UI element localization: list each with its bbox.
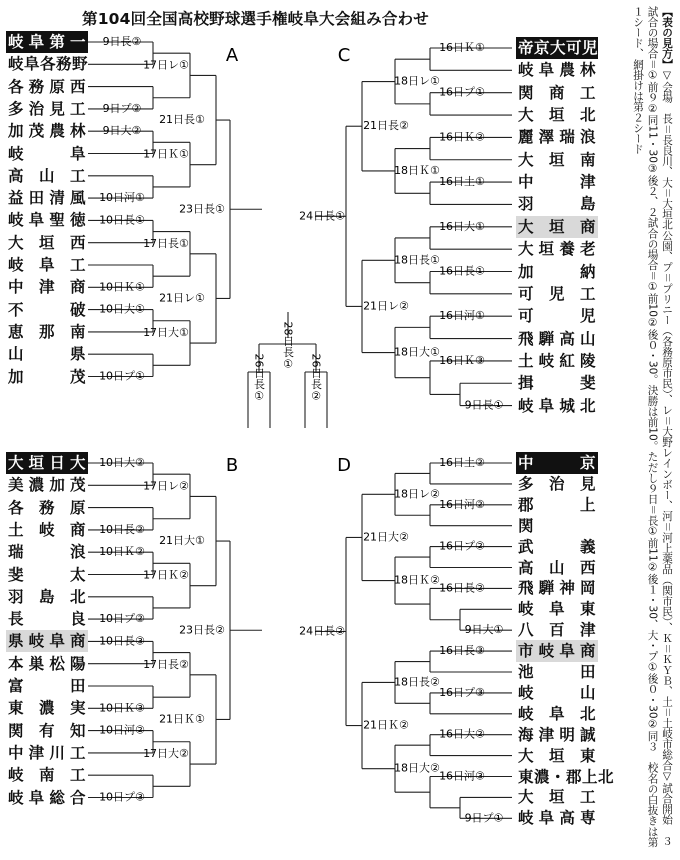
block-label-d: D xyxy=(337,455,351,476)
team-name: 多治見工 xyxy=(8,99,86,118)
team-name: 岐阜工 xyxy=(8,256,86,274)
game-r1: 16日土② xyxy=(439,456,485,469)
game-r3: 21日Ｋ② xyxy=(363,718,409,732)
team-name: 岐山 xyxy=(518,683,596,702)
game-r1: 10日長③ xyxy=(99,634,145,648)
game-r1: 16日Ｋ② xyxy=(439,130,485,144)
game-r2: 17日Ｋ② xyxy=(143,568,189,582)
legend-body: ▽会場 長＝長良川、大＝大垣北公園、プ＝プリニー（各務原市民）、レ＝大野レインボー、河＝河上薬品（関市民）、Ｋ＝ＫＹＢ、土＝土岐市総合▽試合開始 ３試合の場合＝①前９②同11・30③後２、２試合の場合＝①前10②後０・30。決勝は前10。ただし９日＝長①前11②後１・30、大・プ①後０・30②同３ 校名の白抜きは第１シード、網掛けは第２シード xyxy=(632,6,673,848)
team-name: 岐阜城北 xyxy=(518,396,596,415)
game-r2: 17日レ② xyxy=(143,479,189,493)
team-name: 岐阜 xyxy=(8,144,86,163)
team-name: 長良 xyxy=(8,610,86,629)
game-r1: 16日長② xyxy=(439,581,485,595)
game-r1: 16日Ｋ③ xyxy=(439,353,485,367)
team-name: 各務原西 xyxy=(8,77,86,96)
team-name: 羽島 xyxy=(518,195,596,214)
game-r1: 10日Ｋ② xyxy=(99,545,145,559)
team-name: 大垣東 xyxy=(518,746,596,765)
team-name: 大垣西 xyxy=(8,233,86,252)
team-name: 高山西 xyxy=(518,558,596,577)
game-r2: 18日Ｋ① xyxy=(394,163,440,177)
team-name: 加納 xyxy=(518,262,596,281)
block-label-b: B xyxy=(225,455,239,476)
game-r1: 9日長② xyxy=(102,35,142,48)
game-r1: 16日河① xyxy=(439,309,485,323)
team-name: 関商工 xyxy=(518,83,596,102)
game-r2: 17日長② xyxy=(143,657,189,671)
team-name: 可児 xyxy=(518,307,596,326)
game-r1: 16日大② xyxy=(439,727,485,741)
game-r2: 17日大② xyxy=(143,747,189,761)
game-r1: 10日Ｋ① xyxy=(99,280,145,294)
game-r3: 21日レ① xyxy=(159,291,205,305)
game-r3: 21日大② xyxy=(363,530,409,544)
game-r1: 16日Ｋ① xyxy=(439,41,485,54)
game-r1: 10日河① xyxy=(99,191,145,205)
team-name: 市岐阜商 xyxy=(518,642,596,661)
team-name: 各務原 xyxy=(8,498,86,517)
team-name: 東濃・郡上北 xyxy=(518,767,615,786)
team-name: 岐阜総合 xyxy=(8,788,86,807)
page-title: 第104回全国高校野球選手権岐阜大会組み合わせ xyxy=(82,10,429,28)
team-name: 岐阜各務野 xyxy=(8,55,89,74)
team-name: 土岐商 xyxy=(8,520,86,539)
team-name: 土岐紅陵 xyxy=(518,351,596,370)
game-r3: 21日Ｋ① xyxy=(159,712,205,726)
team-name: 八百津 xyxy=(518,621,596,640)
team-name: 揖斐 xyxy=(518,374,596,393)
game-r2: 18日大① xyxy=(394,345,440,359)
block-label-c: C xyxy=(337,45,351,66)
team-name: 大垣日大 xyxy=(8,454,86,472)
team-name: 多治見 xyxy=(518,474,596,493)
game-r1: 16日長① xyxy=(439,264,485,278)
team-name: 県岐阜商 xyxy=(8,632,86,651)
game-r1: 10日プ② xyxy=(99,612,145,626)
game-r2: 18日レ① xyxy=(394,74,440,88)
team-name: 大垣商 xyxy=(518,217,596,236)
team-name: 関 xyxy=(518,516,535,535)
team-name: 岐阜北 xyxy=(518,704,596,723)
team-name: 中津 xyxy=(518,173,596,192)
team-name: 大垣養老 xyxy=(518,240,596,259)
team-name: 岐南工 xyxy=(8,766,86,785)
legend-note xyxy=(599,6,674,854)
game-r1: 10日プ③ xyxy=(99,790,145,804)
game-r1: 16日プ① xyxy=(439,85,485,99)
game-r3: 21日長② xyxy=(363,119,409,133)
game-r3: 21日大① xyxy=(159,534,205,548)
team-name: 可児工 xyxy=(518,284,596,303)
game-r2: 17日Ｋ① xyxy=(143,147,189,161)
team-name: 加茂農林 xyxy=(8,122,86,141)
game-r4: 24日長① xyxy=(299,209,345,223)
game-r1: 9日プ① xyxy=(464,811,504,825)
game-r1: 10日大① xyxy=(99,302,145,316)
team-name: 大垣工 xyxy=(518,788,596,807)
team-name: 美濃加茂 xyxy=(8,476,86,495)
team-name: 大垣南 xyxy=(518,150,596,169)
team-name: 東濃実 xyxy=(8,699,86,718)
team-name: 瑞浪 xyxy=(8,543,86,562)
team-name: 益田清風 xyxy=(8,189,86,208)
game-r1: 16日河③ xyxy=(439,769,485,783)
team-name: 恵那南 xyxy=(8,322,86,341)
game-r2: 18日長② xyxy=(394,675,440,689)
team-name: 郡上 xyxy=(518,495,596,514)
game-r3: 21日長① xyxy=(159,113,205,127)
game-r1: 9日大② xyxy=(102,124,142,138)
team-name: 麗澤瑞浪 xyxy=(518,128,596,147)
team-name: 岐阜東 xyxy=(518,600,596,619)
game-r2: 17日長① xyxy=(143,236,189,250)
team-name: 岐阜聖徳 xyxy=(8,211,86,230)
team-name: 海津明誠 xyxy=(518,725,596,744)
game-r1: 10日Ｋ③ xyxy=(99,701,145,715)
game-r1: 16日プ③ xyxy=(439,685,485,699)
game-r1: 10日大② xyxy=(99,456,145,469)
team-name: 加茂 xyxy=(8,367,86,386)
team-name: 飛騨神岡 xyxy=(518,579,596,598)
team-name: 山県 xyxy=(8,345,86,364)
team-name: 本巣松陽 xyxy=(8,654,86,673)
semi-left-label: 26日長① xyxy=(252,353,266,403)
block-label-a: A xyxy=(225,45,239,66)
game-r4: 24日長② xyxy=(299,624,345,638)
team-name: 羽島北 xyxy=(8,587,86,606)
game-r3: 21日レ② xyxy=(363,299,409,313)
team-name: 不破 xyxy=(8,300,86,319)
legend-heading: 【表の見方】 xyxy=(661,6,673,70)
game-r1: 16日大① xyxy=(439,219,485,233)
game-r1: 16日長③ xyxy=(439,644,485,658)
team-name: 中津商 xyxy=(8,278,86,297)
game-r2: 18日大② xyxy=(394,761,440,775)
team-name: 富田 xyxy=(8,677,86,695)
team-name: 中京 xyxy=(518,454,596,472)
game-r1: 10日長② xyxy=(99,522,145,536)
game-r1: 10日プ① xyxy=(99,369,145,383)
game-r1: 9日大① xyxy=(464,623,504,637)
game-r2: 17日大① xyxy=(143,326,189,340)
team-name: 岐阜農林 xyxy=(518,61,596,80)
team-name: 飛騨高山 xyxy=(518,329,596,348)
team-name: 大垣北 xyxy=(518,106,596,125)
game-r1: 9日長① xyxy=(464,398,504,412)
team-name: 高山工 xyxy=(8,166,86,185)
game-r2: 17日レ① xyxy=(143,58,189,72)
team-name: 中津川工 xyxy=(8,743,86,762)
team-name: 池田 xyxy=(518,663,596,681)
game-r1: 10日長① xyxy=(99,213,145,227)
team-name: 岐阜第一 xyxy=(8,33,86,51)
game-r1: 16日プ② xyxy=(439,539,485,553)
game-r2: 18日Ｋ② xyxy=(394,573,440,587)
game-r2: 18日レ② xyxy=(394,487,440,501)
game-r4: 23日長① xyxy=(179,202,225,216)
game-r1: 16日河② xyxy=(439,497,485,511)
game-r1: 16日土① xyxy=(439,175,485,189)
team-name: 斐太 xyxy=(8,565,86,584)
team-name: 関有知 xyxy=(8,721,86,740)
game-r1: 10日河② xyxy=(99,723,145,737)
team-name: 帝京大可児 xyxy=(518,39,599,57)
semi-right-label: 26日長② xyxy=(309,353,323,403)
team-name: 武義 xyxy=(518,537,596,556)
game-r2: 18日長① xyxy=(394,253,440,267)
game-r4: 23日長② xyxy=(179,623,225,637)
team-name: 岐阜高専 xyxy=(518,809,596,828)
final-label: 28日長① xyxy=(281,321,295,371)
game-r1: 9日プ② xyxy=(102,101,142,115)
